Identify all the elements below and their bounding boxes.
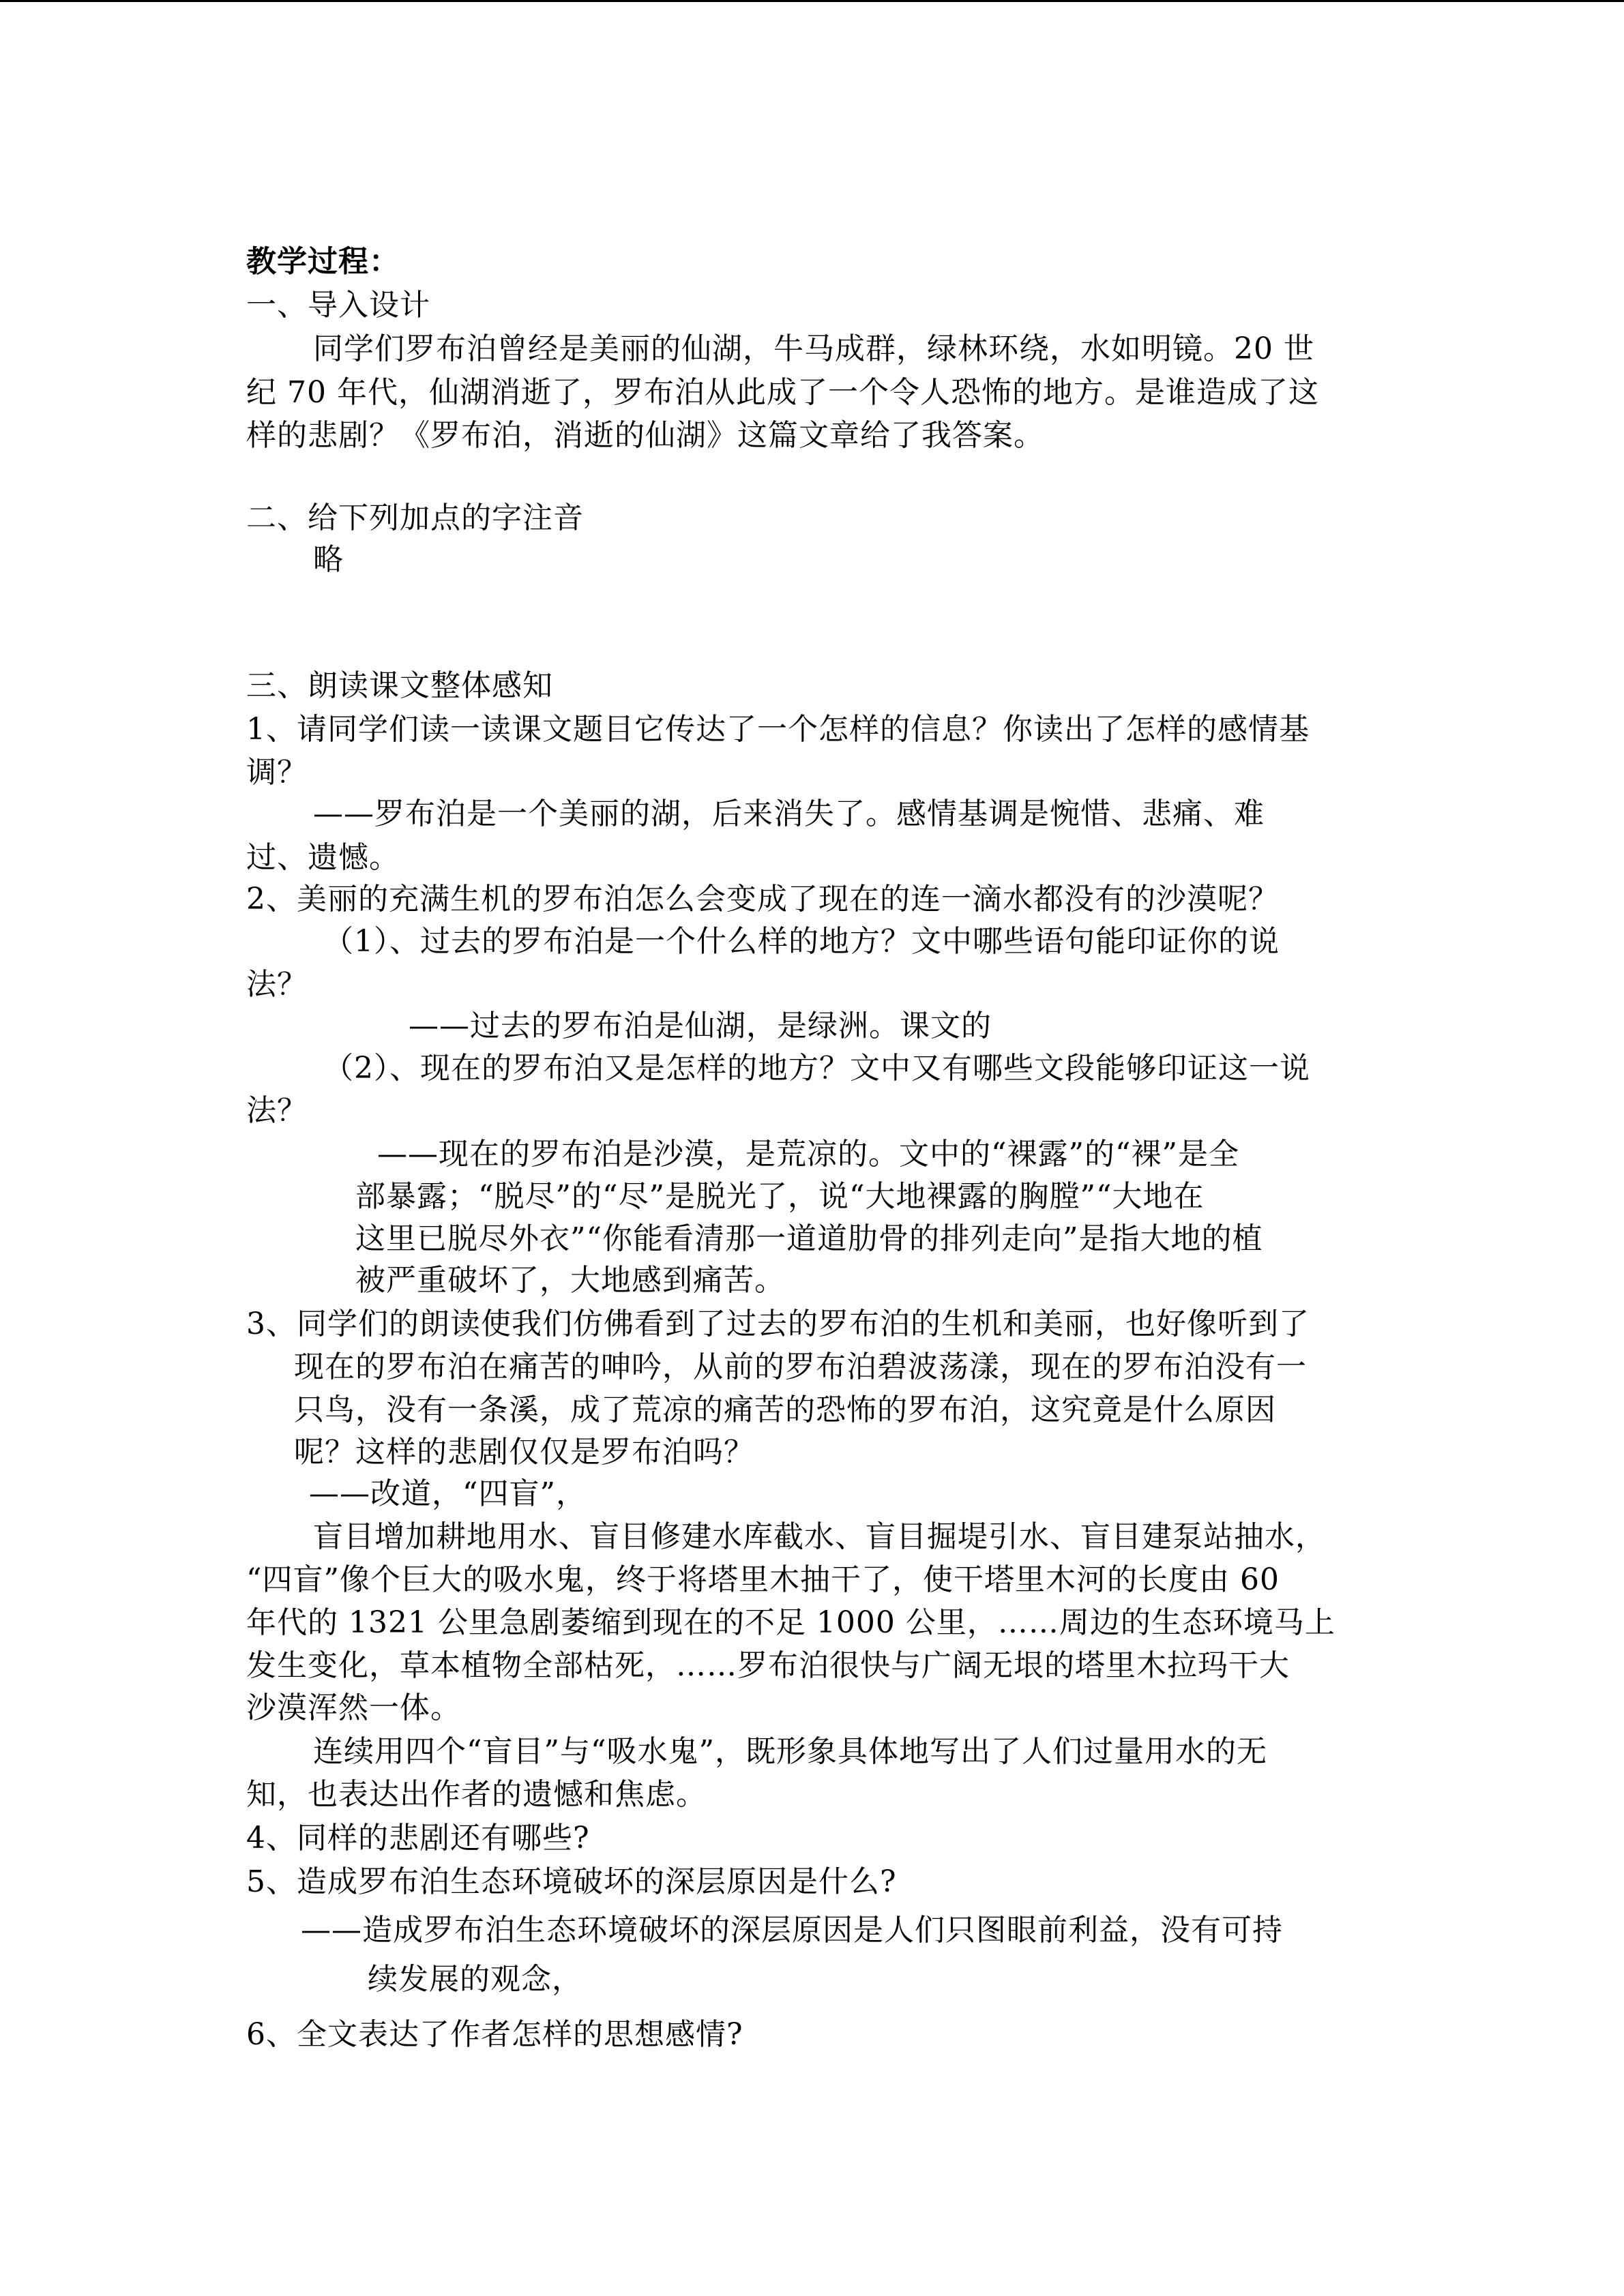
answer-2-sub-2: 部暴露；“脱尽”的“尽”是脱光了，说“大地裸露的胸膛”“大地在 (355, 1179, 1205, 1214)
answer-5: 续发展的观念， (368, 1962, 582, 1997)
question-3: 只鸟，没有一条溪，成了荒凉的痛苦的恐怖的罗布泊，这究竟是什么原因 (294, 1392, 1276, 1427)
intro-paragraph-line: 同学们罗布泊曾经是美丽的仙湖，牛马成群，绿林环绕，水如明镜。20 世 (313, 331, 1314, 366)
question-3: 呢？这样的悲剧仅仅是罗布泊吗？ (294, 1435, 754, 1470)
answer-1: ——罗布泊是一个美丽的湖，后来消失了。感情基调是惋惜、悲痛、难 (313, 796, 1265, 831)
question-2-sub-1: （1）、过去的罗布泊是一个什么样的地方？文中哪些语句能印证你的说 (323, 924, 1280, 959)
section2-content: 略 (313, 542, 344, 577)
answer-3-paragraph: 年代的 1321 公里急剧萎缩到现在的不足 1000 公里，……周边的生态环境马上 (246, 1605, 1335, 1640)
question-2: 2、美丽的充满生机的罗布泊怎么会变成了现在的连一滴水都没有的沙漠呢？ (246, 882, 1279, 916)
intro-paragraph-line: 样的悲剧？《罗布泊，消逝的仙湖》这篇文章给了我答案。 (246, 418, 1044, 453)
question-2-sub-2: 法？ (246, 1093, 308, 1128)
top-border (0, 0, 1624, 2)
question-3: 3、同学们的朗读使我们仿佛看到了过去的罗布泊的生机和美丽，也好像听到了 (246, 1307, 1310, 1341)
section3-title: 三、朗读课文整体感知 (246, 668, 553, 703)
answer-3-comment: 知，也表达出作者的遗憾和焦虑。 (246, 1777, 707, 1812)
question-2-sub-2: （2）、现在的罗布泊又是怎样的地方？文中又有哪些文段能够印证这一说 (323, 1051, 1310, 1086)
answer-3: ——改道，“四盲”， (309, 1476, 587, 1511)
question-2-sub-1: 法？ (246, 967, 308, 1002)
answer-5: ——造成罗布泊生态环境破坏的深层原因是人们只图眼前利益，没有可持 (301, 1913, 1283, 1948)
answer-3-paragraph: 沙漠浑然一体。 (246, 1690, 461, 1725)
section2-title: 二、给下列加点的字注音 (246, 501, 584, 535)
question-1: 1、请同学们读一读课文题目它传达了一个怎样的信息？你读出了怎样的感情基 (246, 712, 1310, 747)
answer-2-sub-2: 这里已脱尽外衣”“你能看清那一道道肋骨的排列走向”是指大地的植 (355, 1221, 1263, 1256)
question-5: 5、造成罗布泊生态环境破坏的深层原因是什么? (246, 1864, 897, 1899)
question-6: 6、全文表达了作者怎样的思想感情? (246, 2017, 743, 2052)
intro-paragraph-line: 纪 70 年代，仙湖消逝了，罗布泊从此成了一个令人恐怖的地方。是谁造成了这 (246, 375, 1319, 410)
lesson-process-heading: 教学过程： (246, 244, 400, 279)
section1-title: 一、导入设计 (246, 288, 430, 323)
answer-3-paragraph: “四盲”像个巨大的吸水鬼，终于将塔里木抽干了，使干塔里木河的长度由 60 (246, 1562, 1280, 1597)
question-3: 现在的罗布泊在痛苦的呻吟，从前的罗布泊碧波荡漾，现在的罗布泊没有一 (294, 1350, 1307, 1384)
answer-2-sub-2: ——现在的罗布泊是沙漠，是荒凉的。文中的“裸露”的“裸”是全 (377, 1137, 1239, 1172)
question-1: 调？ (246, 755, 308, 790)
answer-3-paragraph: 发生变化，草本植物全部枯死，……罗布泊很快与广阔无垠的塔里木拉玛干大 (246, 1648, 1290, 1683)
answer-1: 过、遗憾。 (246, 840, 400, 875)
question-4: 4、同样的悲剧还有哪些? (246, 1821, 590, 1855)
answer-2-sub-1: ——过去的罗布泊是仙湖，是绿洲。课文的 (409, 1009, 992, 1043)
answer-3-comment: 连续用四个“盲目”与“吸水鬼”，既形象具体地写出了人们过量用水的无 (313, 1734, 1267, 1769)
answer-2-sub-2: 被严重破坏了，大地感到痛苦。 (355, 1263, 785, 1298)
answer-3-paragraph: 盲目增加耕地用水、盲目修建水库截水、盲目掘堤引水、盲目建泵站抽水， (313, 1519, 1326, 1554)
